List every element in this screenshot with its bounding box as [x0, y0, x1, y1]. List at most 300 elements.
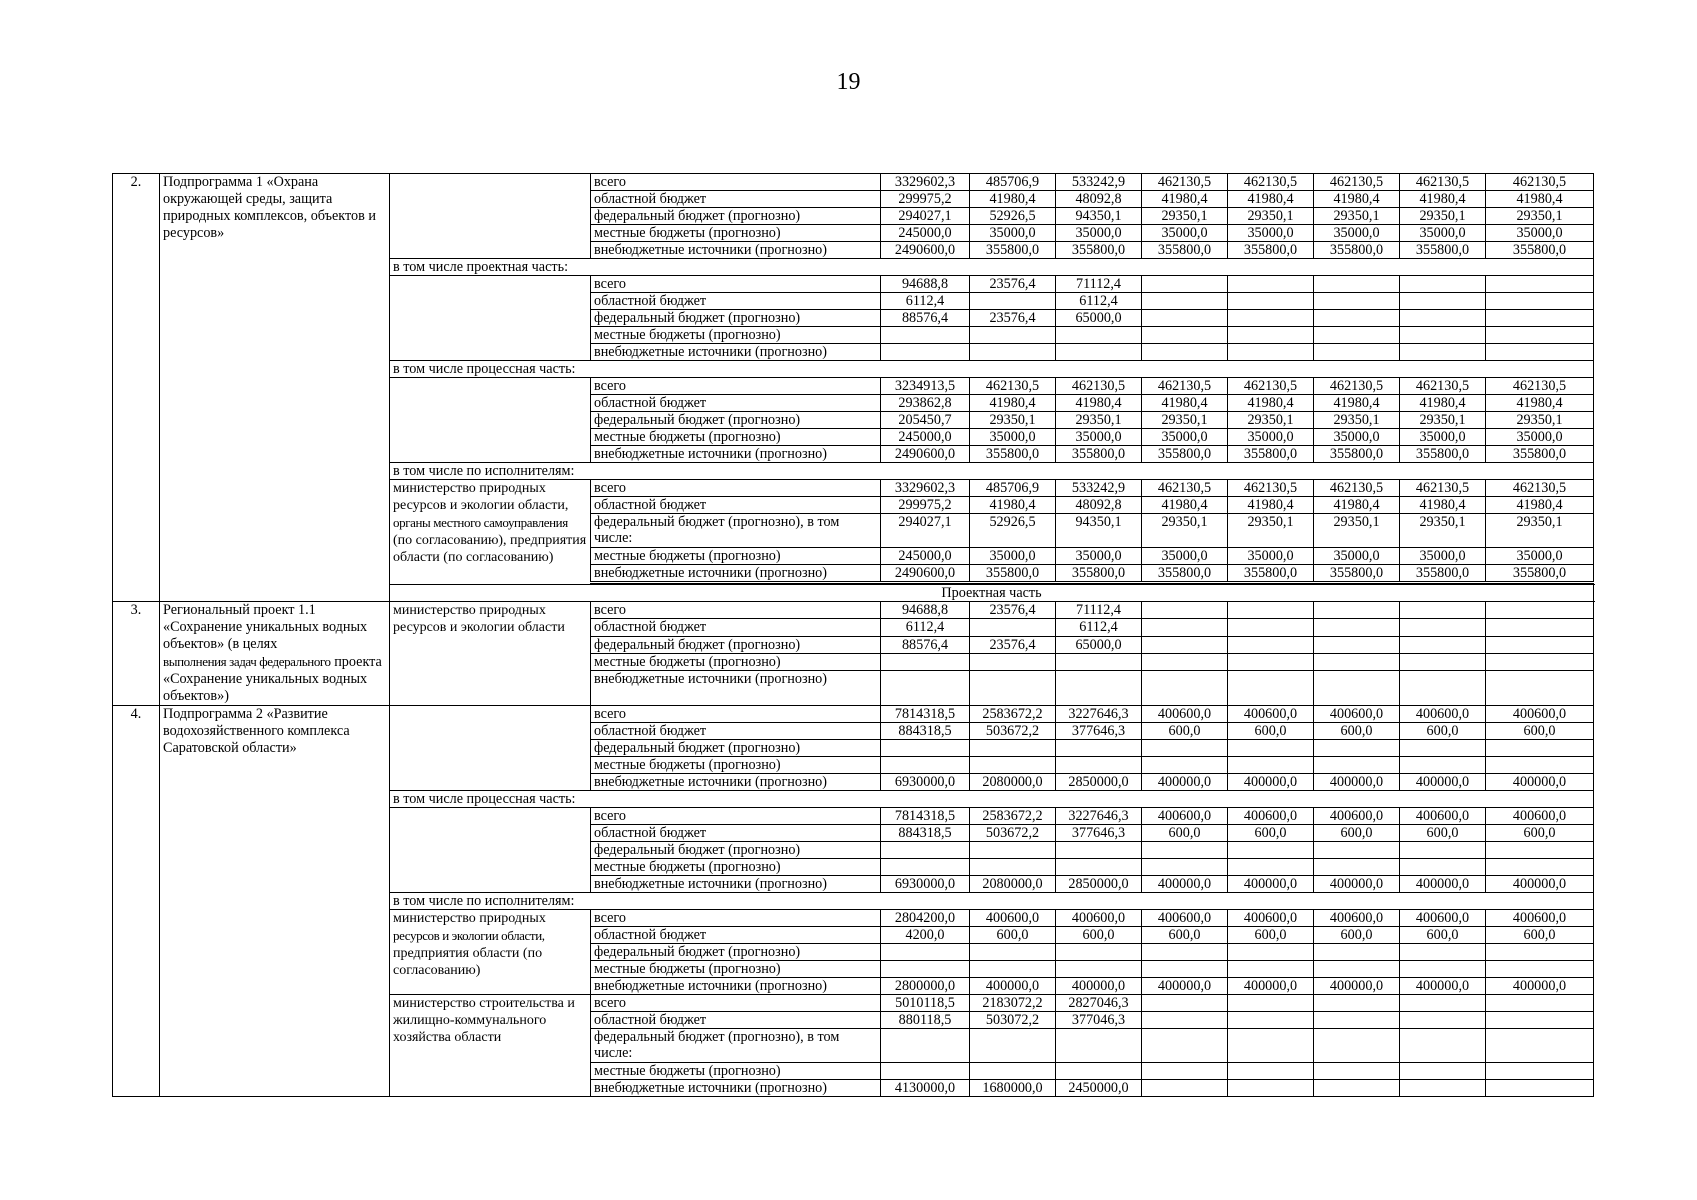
amount-cell: [970, 842, 1056, 859]
amount-cell: 35000,0: [1314, 548, 1400, 565]
amount-cell: [1314, 1012, 1400, 1029]
source-label: всего: [591, 276, 881, 293]
process-part-label: в том числе процессная часть:: [390, 361, 1594, 378]
source-label: всего: [591, 910, 881, 927]
amount-cell: 462130,5: [1400, 480, 1486, 497]
amount-cell: [1486, 944, 1594, 961]
amount-cell: [1142, 842, 1228, 859]
amount-cell: 462130,5: [1314, 378, 1400, 395]
source-label: местные бюджеты (прогнозно): [591, 225, 881, 242]
amount-cell: 29350,1: [1400, 514, 1486, 548]
source-label: областной бюджет: [591, 723, 881, 740]
amount-cell: 400000,0: [1400, 978, 1486, 995]
amount-cell: [1486, 842, 1594, 859]
amount-cell: [1486, 1063, 1594, 1080]
amount-cell: [1486, 740, 1594, 757]
amount-cell: [881, 1063, 970, 1080]
amount-cell: [1314, 859, 1400, 876]
amount-cell: [1056, 961, 1142, 978]
amount-cell: 2080000,0: [970, 876, 1056, 893]
amount-cell: 400600,0: [1228, 706, 1314, 723]
amount-cell: 600,0: [1486, 927, 1594, 944]
source-label: областной бюджет: [591, 497, 881, 514]
project-section-header: Проектная часть: [390, 585, 1594, 602]
amount-cell: 35000,0: [1056, 225, 1142, 242]
source-label: областной бюджет: [591, 293, 881, 310]
amount-cell: [1142, 602, 1228, 619]
amount-cell: [1400, 757, 1486, 774]
amount-cell: 600,0: [1228, 723, 1314, 740]
amount-cell: 88576,4: [881, 636, 970, 653]
amount-cell: [1400, 293, 1486, 310]
amount-cell: 462130,5: [1228, 378, 1314, 395]
amount-cell: 29350,1: [1314, 412, 1400, 429]
amount-cell: [970, 619, 1056, 636]
amount-cell: [1228, 344, 1314, 361]
amount-cell: 355800,0: [1142, 242, 1228, 259]
amount-cell: 3234913,5: [881, 378, 970, 395]
amount-cell: 4130000,0: [881, 1080, 970, 1097]
source-label: федеральный бюджет (прогнозно): [591, 944, 881, 961]
amount-cell: 41980,4: [1142, 191, 1228, 208]
page-number: 19: [836, 69, 861, 95]
amount-cell: 400600,0: [1142, 808, 1228, 825]
amount-cell: 355800,0: [1486, 446, 1594, 463]
amount-cell: 294027,1: [881, 208, 970, 225]
amount-cell: [970, 327, 1056, 344]
amount-cell: [881, 671, 970, 706]
amount-cell: [1142, 859, 1228, 876]
amount-cell: [1486, 961, 1594, 978]
subprogram-name: Подпрограмма 2 «Развитие водохозяйственного комплекса Саратовской области»: [160, 706, 390, 1097]
amount-cell: [1400, 740, 1486, 757]
amount-cell: 355800,0: [1400, 565, 1486, 583]
source-label: всего: [591, 174, 881, 191]
amount-cell: 71112,4: [1056, 602, 1142, 619]
amount-cell: [1486, 327, 1594, 344]
amount-cell: [1400, 636, 1486, 653]
amount-cell: 29350,1: [1228, 208, 1314, 225]
amount-cell: [1228, 653, 1314, 670]
amount-cell: 600,0: [1314, 927, 1400, 944]
amount-cell: [1142, 653, 1228, 670]
amount-cell: 355800,0: [1314, 446, 1400, 463]
source-label: федеральный бюджет (прогнозно): [591, 740, 881, 757]
amount-cell: 355800,0: [1486, 242, 1594, 259]
amount-cell: 400000,0: [970, 978, 1056, 995]
amount-cell: 52926,5: [970, 514, 1056, 548]
amount-cell: [1400, 1080, 1486, 1097]
source-label: всего: [591, 602, 881, 619]
amount-cell: 299975,2: [881, 497, 970, 514]
amount-cell: [1228, 276, 1314, 293]
amount-cell: [1400, 995, 1486, 1012]
amount-cell: 462130,5: [1314, 480, 1400, 497]
amount-cell: 2183072,2: [970, 995, 1056, 1012]
amount-cell: 485706,9: [970, 480, 1056, 497]
amount-cell: 29350,1: [1056, 412, 1142, 429]
amount-cell: [1142, 1063, 1228, 1080]
amount-cell: 35000,0: [970, 548, 1056, 565]
amount-cell: [1056, 1029, 1142, 1063]
amount-cell: 355800,0: [1228, 242, 1314, 259]
budget-table: [112, 173, 1594, 1097]
amount-cell: 245000,0: [881, 225, 970, 242]
amount-cell: [1142, 757, 1228, 774]
amount-cell: [1314, 653, 1400, 670]
amount-cell: 462130,5: [1142, 378, 1228, 395]
amount-cell: 462130,5: [1400, 174, 1486, 191]
amount-cell: [1314, 944, 1400, 961]
amount-cell: 41980,4: [1228, 497, 1314, 514]
amount-cell: [1228, 1080, 1314, 1097]
executor-name-part: (по согласованию), предприятия области (по согласованию): [393, 533, 587, 565]
amount-cell: 377646,3: [1056, 825, 1142, 842]
amount-cell: 6112,4: [881, 293, 970, 310]
amount-cell: [1486, 276, 1594, 293]
amount-cell: 400000,0: [1142, 978, 1228, 995]
amount-cell: 41980,4: [1142, 395, 1228, 412]
amount-cell: [1228, 1012, 1314, 1029]
amount-cell: 29350,1: [1486, 208, 1594, 225]
amount-cell: [1142, 636, 1228, 653]
amount-cell: [881, 961, 970, 978]
amount-cell: 4200,0: [881, 927, 970, 944]
amount-cell: 462130,5: [1228, 174, 1314, 191]
table-row: [113, 706, 1594, 723]
amount-cell: [1486, 859, 1594, 876]
amount-cell: 41980,4: [1400, 395, 1486, 412]
amount-cell: [1142, 995, 1228, 1012]
amount-cell: 600,0: [1400, 927, 1486, 944]
amount-cell: [1486, 757, 1594, 774]
source-label: всего: [591, 480, 881, 497]
amount-cell: [1142, 344, 1228, 361]
amount-cell: 2450000,0: [1056, 1080, 1142, 1097]
amount-cell: [1142, 740, 1228, 757]
amount-cell: 52926,5: [970, 208, 1056, 225]
amount-cell: [1142, 961, 1228, 978]
amount-cell: 2827046,3: [1056, 995, 1142, 1012]
amount-cell: [1486, 636, 1594, 653]
amount-cell: 462130,5: [1228, 480, 1314, 497]
amount-cell: 7814318,5: [881, 706, 970, 723]
amount-cell: 400000,0: [1400, 774, 1486, 791]
source-label: федеральный бюджет (прогнозно): [591, 412, 881, 429]
amount-cell: [1228, 602, 1314, 619]
amount-cell: [1142, 1012, 1228, 1029]
amount-cell: 41980,4: [1142, 497, 1228, 514]
amount-cell: 355800,0: [1314, 242, 1400, 259]
executor-cell: [390, 706, 591, 791]
amount-cell: [881, 944, 970, 961]
amount-cell: [1314, 276, 1400, 293]
amount-cell: 5010118,5: [881, 995, 970, 1012]
source-label: областной бюджет: [591, 619, 881, 636]
source-label: местные бюджеты (прогнозно): [591, 757, 881, 774]
amount-cell: [1314, 344, 1400, 361]
executor-name-part: министерство природных ресурсов и экологии области,: [393, 481, 569, 513]
process-part-label: в том числе процессная часть:: [390, 791, 1594, 808]
amount-cell: 41980,4: [1400, 191, 1486, 208]
regional-project-name: [160, 602, 390, 706]
amount-cell: 400600,0: [1486, 706, 1594, 723]
amount-cell: [1486, 1080, 1594, 1097]
amount-cell: 29350,1: [970, 412, 1056, 429]
amount-cell: [1228, 671, 1314, 706]
amount-cell: [1486, 344, 1594, 361]
amount-cell: 41980,4: [1314, 191, 1400, 208]
amount-cell: [1400, 859, 1486, 876]
amount-cell: 400600,0: [1228, 910, 1314, 927]
amount-cell: 245000,0: [881, 548, 970, 565]
amount-cell: 65000,0: [1056, 636, 1142, 653]
source-label: местные бюджеты (прогнозно): [591, 327, 881, 344]
amount-cell: [1314, 1063, 1400, 1080]
amount-cell: [881, 842, 970, 859]
amount-cell: [1314, 327, 1400, 344]
amount-cell: 400000,0: [1400, 876, 1486, 893]
amount-cell: [881, 1029, 970, 1063]
amount-cell: 294027,1: [881, 514, 970, 548]
amount-cell: 400600,0: [1314, 706, 1400, 723]
executor-name: министерство строительства и жилищно-коммунального хозяйства области: [390, 995, 591, 1097]
amount-cell: 485706,9: [970, 174, 1056, 191]
amount-cell: [1486, 602, 1594, 619]
amount-cell: 600,0: [1228, 825, 1314, 842]
amount-cell: 462130,5: [1486, 174, 1594, 191]
amount-cell: [1314, 740, 1400, 757]
amount-cell: [970, 293, 1056, 310]
amount-cell: 35000,0: [1314, 429, 1400, 446]
source-label: местные бюджеты (прогнозно): [591, 548, 881, 565]
amount-cell: 533242,9: [1056, 480, 1142, 497]
source-label: местные бюджеты (прогнозно): [591, 653, 881, 670]
amount-cell: [1056, 653, 1142, 670]
amount-cell: [1400, 1012, 1486, 1029]
amount-cell: 35000,0: [1400, 429, 1486, 446]
amount-cell: 2490600,0: [881, 446, 970, 463]
amount-cell: 2490600,0: [881, 242, 970, 259]
executor-cell: [390, 276, 591, 361]
amount-cell: 400600,0: [1142, 706, 1228, 723]
amount-cell: 41980,4: [1228, 191, 1314, 208]
amount-cell: 400600,0: [1142, 910, 1228, 927]
amount-cell: 29350,1: [1400, 412, 1486, 429]
amount-cell: [1228, 944, 1314, 961]
amount-cell: 600,0: [1486, 825, 1594, 842]
amount-cell: 400000,0: [1056, 978, 1142, 995]
amount-cell: [970, 1063, 1056, 1080]
amount-cell: 71112,4: [1056, 276, 1142, 293]
executor-name-part: ресурсов и экологии области,: [393, 928, 545, 943]
source-label: областной бюджет: [591, 191, 881, 208]
amount-cell: [1228, 310, 1314, 327]
amount-cell: 29350,1: [1314, 514, 1400, 548]
amount-cell: [1314, 310, 1400, 327]
source-label: внебюджетные источники (прогнозно): [591, 344, 881, 361]
amount-cell: 400600,0: [1400, 706, 1486, 723]
amount-cell: 6112,4: [881, 619, 970, 636]
amount-cell: [970, 859, 1056, 876]
amount-cell: [1228, 859, 1314, 876]
source-label: местные бюджеты (прогнозно): [591, 1063, 881, 1080]
amount-cell: [1228, 995, 1314, 1012]
amount-cell: 400600,0: [970, 910, 1056, 927]
project-name-part: выполнения задач федерального: [163, 654, 331, 669]
amount-cell: 3227646,3: [1056, 808, 1142, 825]
amount-cell: 29350,1: [1142, 412, 1228, 429]
amount-cell: 6930000,0: [881, 774, 970, 791]
source-label: федеральный бюджет (прогнозно): [591, 310, 881, 327]
amount-cell: [1314, 671, 1400, 706]
amount-cell: [1228, 1063, 1314, 1080]
source-label: местные бюджеты (прогнозно): [591, 961, 881, 978]
amount-cell: [1142, 1029, 1228, 1063]
amount-cell: 35000,0: [1400, 548, 1486, 565]
amount-cell: 41980,4: [970, 191, 1056, 208]
amount-cell: 355800,0: [1400, 446, 1486, 463]
amount-cell: 400000,0: [1228, 978, 1314, 995]
amount-cell: 29350,1: [1314, 208, 1400, 225]
amount-cell: 503672,2: [970, 825, 1056, 842]
source-label: областной бюджет: [591, 395, 881, 412]
amount-cell: [881, 653, 970, 670]
amount-cell: 400600,0: [1400, 910, 1486, 927]
amount-cell: [1486, 293, 1594, 310]
amount-cell: [1142, 327, 1228, 344]
amount-cell: [1142, 944, 1228, 961]
project-name-part: Региональный проект 1.1 «Сохранение уникальных водных объектов» (в целях: [163, 602, 368, 652]
amount-cell: [1056, 842, 1142, 859]
amount-cell: 355800,0: [1400, 242, 1486, 259]
amount-cell: [970, 344, 1056, 361]
row-number: 3.: [113, 602, 160, 706]
amount-cell: 400000,0: [1486, 978, 1594, 995]
amount-cell: [1056, 344, 1142, 361]
source-label: внебюджетные источники (прогнозно): [591, 565, 881, 583]
amount-cell: 600,0: [1142, 825, 1228, 842]
executor-name-part: органы местного самоуправления: [393, 515, 568, 530]
amount-cell: [1056, 859, 1142, 876]
amount-cell: 355800,0: [1228, 446, 1314, 463]
amount-cell: 29350,1: [1486, 514, 1594, 548]
amount-cell: 400000,0: [1486, 774, 1594, 791]
amount-cell: 29350,1: [1228, 514, 1314, 548]
amount-cell: 400000,0: [1314, 876, 1400, 893]
amount-cell: [881, 327, 970, 344]
by-executors-label: в том числе по исполнителям:: [390, 893, 1594, 910]
source-label: внебюджетные источники (прогнозно): [591, 242, 881, 259]
source-label: федеральный бюджет (прогнозно): [591, 636, 881, 653]
source-label: областной бюджет: [591, 825, 881, 842]
amount-cell: 41980,4: [1314, 395, 1400, 412]
amount-cell: [1056, 757, 1142, 774]
amount-cell: 29350,1: [1142, 208, 1228, 225]
amount-cell: 400600,0: [1314, 808, 1400, 825]
amount-cell: 880118,5: [881, 1012, 970, 1029]
amount-cell: 2804200,0: [881, 910, 970, 927]
amount-cell: 503672,2: [970, 723, 1056, 740]
amount-cell: 462130,5: [1056, 378, 1142, 395]
amount-cell: 600,0: [1142, 723, 1228, 740]
amount-cell: 503072,2: [970, 1012, 1056, 1029]
amount-cell: 377646,3: [1056, 723, 1142, 740]
executor-cell: [390, 808, 591, 893]
amount-cell: 88576,4: [881, 310, 970, 327]
amount-cell: 35000,0: [970, 225, 1056, 242]
amount-cell: 299975,2: [881, 191, 970, 208]
amount-cell: 462130,5: [1486, 480, 1594, 497]
amount-cell: [1142, 310, 1228, 327]
amount-cell: 293862,8: [881, 395, 970, 412]
amount-cell: [1400, 344, 1486, 361]
row-number: 2.: [113, 174, 160, 602]
amount-cell: 65000,0: [1056, 310, 1142, 327]
amount-cell: [1314, 636, 1400, 653]
amount-cell: 462130,5: [1400, 378, 1486, 395]
amount-cell: 41980,4: [1056, 395, 1142, 412]
amount-cell: 29350,1: [1400, 208, 1486, 225]
amount-cell: 462130,5: [1142, 174, 1228, 191]
source-label: внебюджетные источники (прогнозно): [591, 774, 881, 791]
amount-cell: 2850000,0: [1056, 876, 1142, 893]
amount-cell: 245000,0: [881, 429, 970, 446]
amount-cell: 35000,0: [1228, 429, 1314, 446]
subprogram-name: Подпрограмма 1 «Охрана окружающей среды, защита природных комплексов, объектов и ресурсов»: [160, 174, 390, 602]
amount-cell: [1486, 671, 1594, 706]
source-label: областной бюджет: [591, 927, 881, 944]
amount-cell: 400600,0: [1228, 808, 1314, 825]
amount-cell: 462130,5: [1486, 378, 1594, 395]
amount-cell: 1680000,0: [970, 1080, 1056, 1097]
amount-cell: [1400, 310, 1486, 327]
amount-cell: 205450,7: [881, 412, 970, 429]
amount-cell: 355800,0: [1228, 565, 1314, 583]
amount-cell: [881, 344, 970, 361]
source-label: федеральный бюджет (прогнозно), в том числе:: [591, 1029, 881, 1063]
amount-cell: [970, 653, 1056, 670]
source-label: всего: [591, 995, 881, 1012]
source-label: местные бюджеты (прогнозно): [591, 859, 881, 876]
amount-cell: 600,0: [1056, 927, 1142, 944]
executor-name: [390, 480, 591, 585]
amount-cell: [1142, 671, 1228, 706]
amount-cell: [1228, 740, 1314, 757]
amount-cell: 355800,0: [970, 446, 1056, 463]
amount-cell: 6112,4: [1056, 293, 1142, 310]
executor-name-part: министерство природных: [393, 911, 546, 926]
amount-cell: 35000,0: [1142, 429, 1228, 446]
amount-cell: 600,0: [1400, 825, 1486, 842]
amount-cell: [1486, 995, 1594, 1012]
source-label: внебюджетные источники (прогнозно): [591, 446, 881, 463]
amount-cell: [881, 757, 970, 774]
amount-cell: [1056, 1063, 1142, 1080]
amount-cell: [1142, 276, 1228, 293]
amount-cell: [1486, 619, 1594, 636]
amount-cell: 400600,0: [1486, 808, 1594, 825]
source-label: всего: [591, 808, 881, 825]
amount-cell: 29350,1: [1142, 514, 1228, 548]
amount-cell: [881, 740, 970, 757]
amount-cell: [1314, 602, 1400, 619]
table-row: [113, 174, 1594, 191]
amount-cell: [1314, 842, 1400, 859]
amount-cell: 41980,4: [1228, 395, 1314, 412]
amount-cell: [1400, 602, 1486, 619]
row-number: 4.: [113, 706, 160, 1097]
